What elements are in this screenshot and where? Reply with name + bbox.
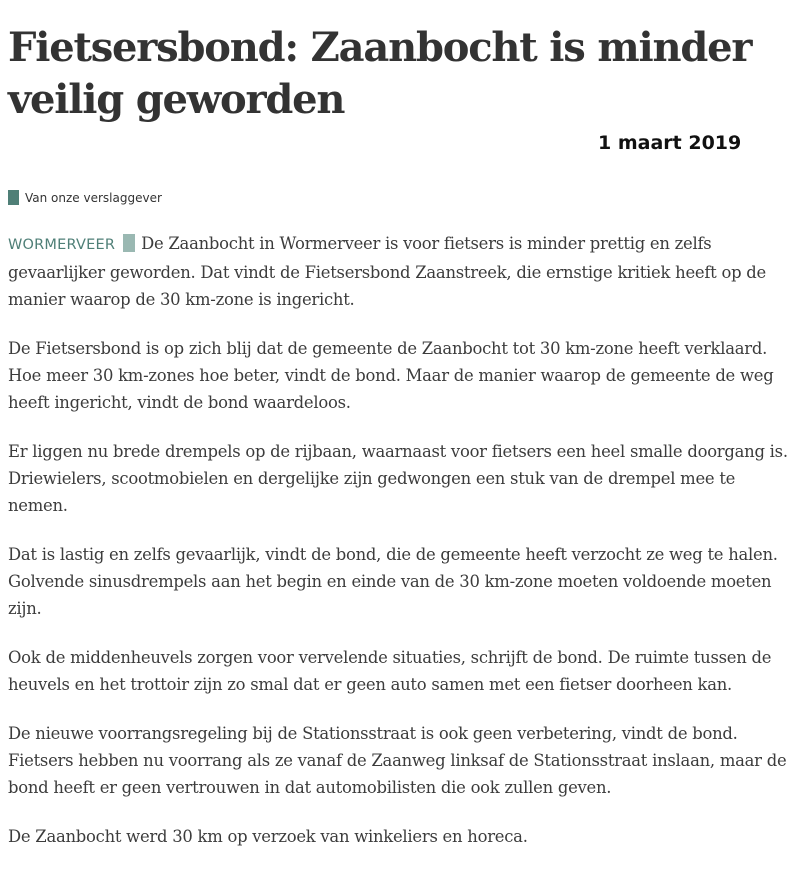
byline bbox=[8, 190, 162, 205]
paragraph-text: De Zaanbocht in Wormerveer is voor fietsers is minder prettig en zelfs gevaarlijker geworden. Dat vindt de Fietsersbond Zaanstreek, die ernstige kritiek heeft op de manier waarop de 30 km-zone is ingericht. bbox=[8, 234, 766, 309]
publication-date: 1 maart 2019 bbox=[598, 132, 742, 154]
dateline: WORMERVEER bbox=[8, 237, 116, 253]
article-paragraph: De nieuwe voorrangsregeling bij de Stationsstraat is ook geen verbetering, vindt de bond. Fietsers hebben nu voorrang als ze vanaf de Zaanweg linksaf de Stationsstraat inslaan, maar de bond heeft er geen vertrouwen in dat automobilisten die ook zullen geven. bbox=[8, 724, 787, 797]
byline-marker-icon bbox=[8, 190, 19, 205]
article-paragraph: Er liggen nu brede drempels op de rijbaan, waarnaast voor fietsers een heel smalle doorgang is. Driewielers, scootmobielen en dergelijke zijn gedwongen een stuk van de drempel mee te nemen. bbox=[8, 442, 788, 515]
dateline-marker-icon bbox=[123, 234, 135, 252]
article-paragraph: Ook de middenheuvels zorgen voor vervelende situaties, schrijft de bond. De ruimte tussen de heuvels en het trottoir zijn zo smal dat er geen auto samen met een fietser doorheen kan. bbox=[8, 648, 772, 694]
article-paragraph: Dat is lastig en zelfs gevaarlijk, vindt de bond, die de gemeente heeft verzocht ze weg te halen. Golvende sinusdrempels aan het begin en einde van de 30 km-zone moeten voldoende moeten zijn. bbox=[8, 545, 778, 618]
article-paragraph: De Zaanbocht werd 30 km op verzoek van winkeliers en horeca. bbox=[8, 827, 528, 846]
article-paragraph: De Fietsersbond is op zich blij dat de gemeente de Zaanbocht tot 30 km-zone heeft verklaard. Hoe meer 30 km-zones hoe beter, vindt de bond. Maar de manier waarop de gemeente de weg heeft ingericht, vindt de bond waardeloos. bbox=[8, 339, 774, 412]
article-headline: Fietsersbond: Zaanbocht is minder veilig geworden bbox=[8, 24, 752, 123]
article-paragraph bbox=[8, 230, 798, 313]
article-body bbox=[8, 230, 798, 872]
byline-text: Van onze verslaggever bbox=[25, 190, 162, 205]
